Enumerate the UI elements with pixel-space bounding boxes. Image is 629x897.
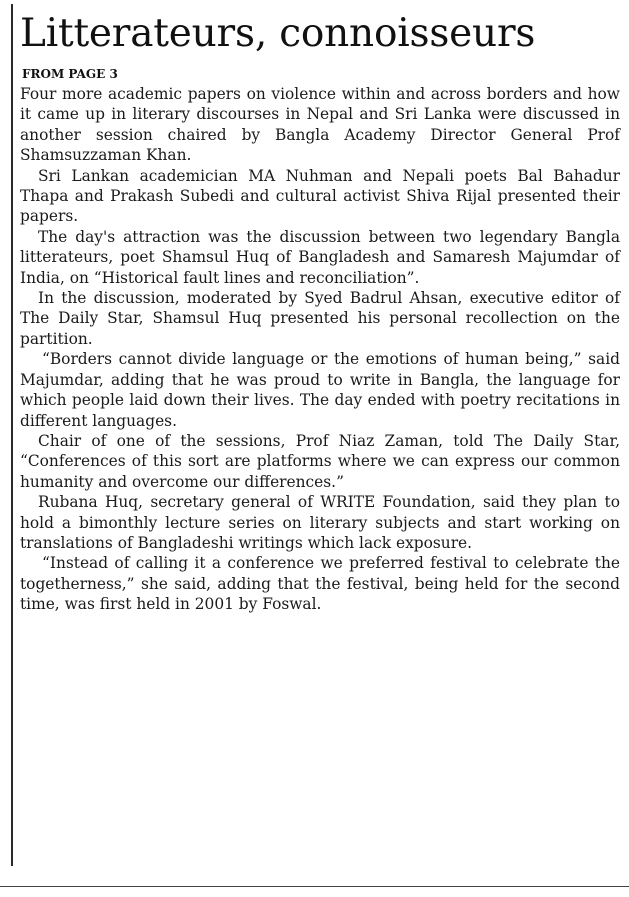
column-left-rule	[11, 4, 13, 866]
article-paragraph: Chair of one of the sessions, Prof Niaz Zaman, told The Daily Star, “Conferences of this sort are platforms where we can express our common humanity and overcome our differences.”	[20, 431, 620, 491]
article-headline: Litterateurs, connoisseurs	[20, 11, 536, 56]
article-paragraph: “Instead of calling it a conference we preferred festival to celebrate the togetherness,” she said, adding that the festival, being held for the second time, was first held in 2001 by Foswal.	[20, 554, 620, 614]
news-article	[20, 6, 620, 615]
article-body	[20, 84, 620, 615]
article-paragraph: The day's attraction was the discussion between two legendary Bangla litterateurs, poet Shamsul Huq of Bangladesh and Samaresh Majumdar of India, on “Historical fault lines and reconciliation”.	[20, 227, 620, 287]
article-paragraph: Rubana Huq, secretary general of WRITE Foundation, said they plan to hold a bimonthly lecture series on literary subjects and start working on translations of Bangladeshi writings which lack exposure.	[20, 493, 620, 552]
article-paragraph: Sri Lankan academician MA Nuhman and Nepali poets Bal Bahadur Thapa and Prakash Subedi and cultural activist Shiva Rijal presented their papers.	[20, 166, 620, 226]
article-paragraph: In the discussion, moderated by Syed Badrul Ahsan, executive editor of The Daily Star, Shamsul Huq presented his personal recollection on the partition.	[20, 289, 620, 348]
continued-from-label: FROM PAGE 3	[22, 67, 118, 81]
article-paragraph: “Borders cannot divide language or the emotions of human being,” said Majumdar, adding that he was proud to write in Bangla, the language for which people laid down their lives. The day ended with poetry recitations in different languages.	[20, 350, 620, 430]
page-bottom-rule	[0, 886, 629, 887]
article-paragraph: Four more academic papers on violence within and across borders and how it came up in literary discourses in Nepal and Sri Lanka were discussed in another session chaired by Bangla Academy Director General Prof Shamsuzzaman Khan.	[20, 85, 620, 165]
